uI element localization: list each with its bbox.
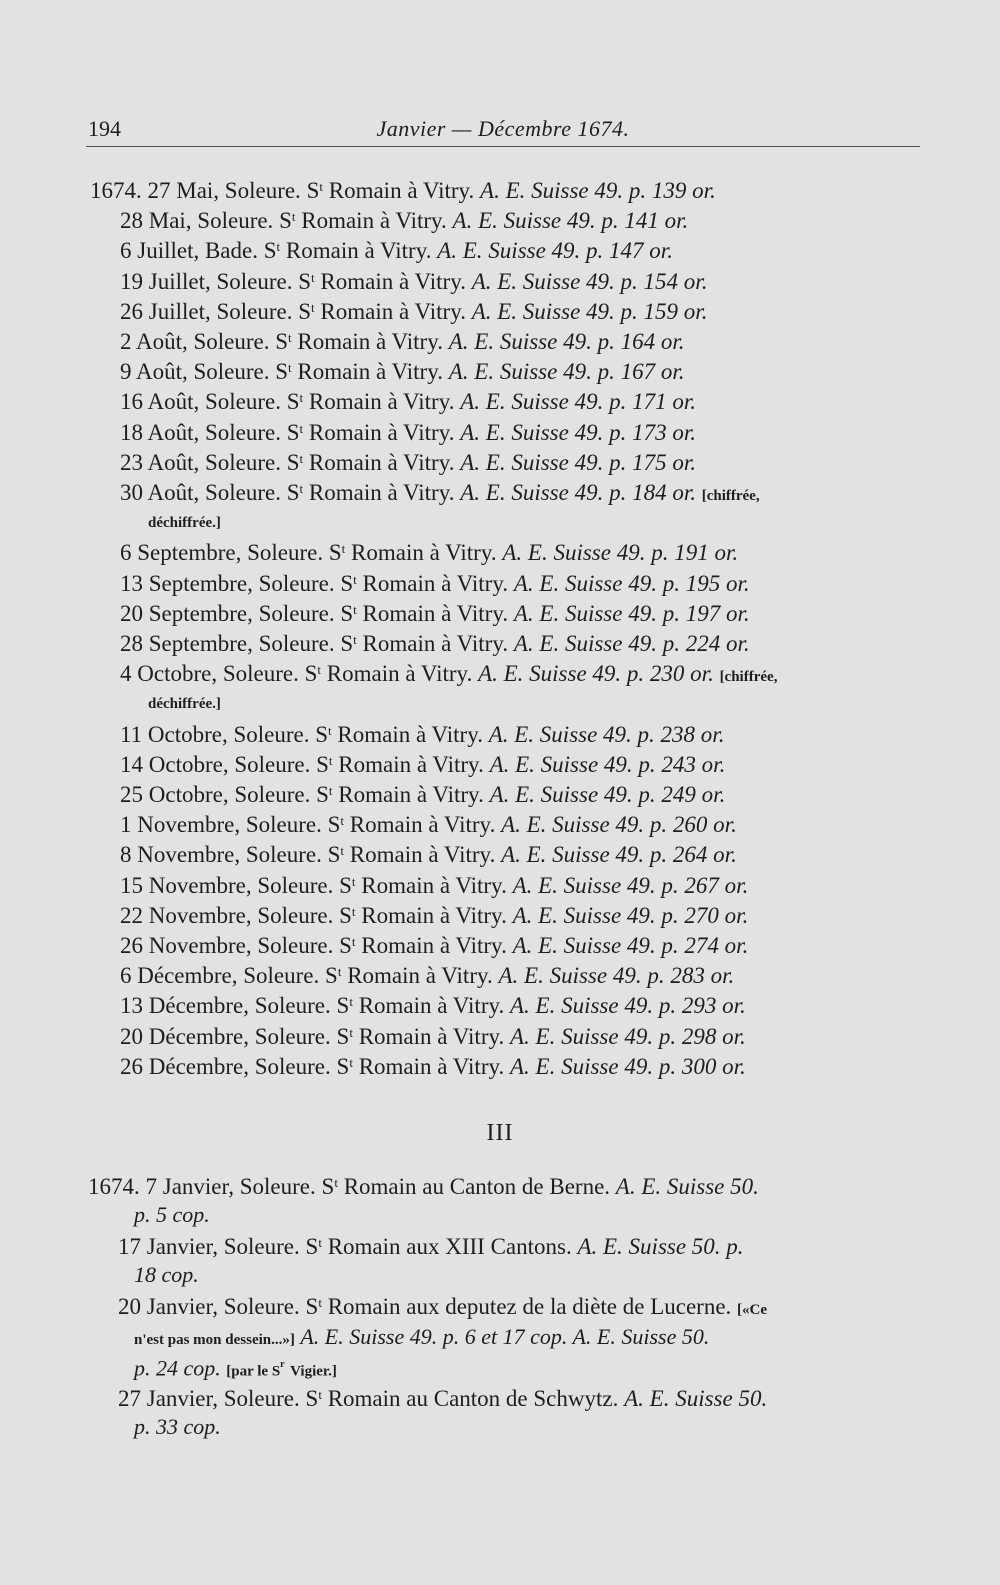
entry-sender: S <box>336 993 350 1019</box>
entry-sender-rest: Romain à Vitry. <box>308 449 455 475</box>
letter-entry <box>120 448 960 478</box>
entry-sender-rest: Romain à Vitry. <box>349 842 496 868</box>
entry-date: 13 Décembre, Soleure. <box>120 993 331 1019</box>
entry-sender-rest: Romain à Vitry. <box>358 1053 505 1079</box>
entry-sender: S <box>339 933 352 958</box>
entry-date: 18 Août, Soleure. <box>120 419 281 445</box>
entry-sender-sup: t <box>349 994 353 1010</box>
entry-reference: A. E. Suisse 49. p. 164 or. <box>448 329 685 354</box>
entry-date: 6 Décembre, Soleure. <box>120 963 320 989</box>
entry-sender-rest: Romain à Vitry. <box>347 963 493 989</box>
entry-sender-sup: t <box>349 1024 353 1040</box>
letter-entry <box>120 478 960 511</box>
entry-reference: A. E. Suisse 49. p. 270 or. <box>512 902 749 928</box>
entry-note: [chiffrée, <box>701 488 760 504</box>
entry-date: 26 Novembre, Soleure. <box>120 933 334 958</box>
entry-date: 28 Mai, Soleure. <box>120 208 274 234</box>
entry-sender-rest: Romain à Vitry. <box>320 268 466 294</box>
entry-sender-sup: t <box>288 360 292 376</box>
letter-entry <box>120 387 960 417</box>
entry-sender-rest: Romain à Vitry. <box>320 298 466 324</box>
entry-reference: A. E. Suisse 49. p. 195 or. <box>513 570 750 596</box>
entry-sender-rest: Romain à Vitry. <box>326 661 473 687</box>
entry-sender-rest: Romain à Vitry. <box>361 933 507 958</box>
entry-sender-sup: t <box>299 390 304 406</box>
entry-sender-sup: t <box>299 481 304 496</box>
letter-entry <box>120 720 960 750</box>
letter-entry <box>90 176 930 206</box>
entry-note-continuation: déchiffrée.] <box>148 696 221 713</box>
entry-sender-sup: t <box>351 903 356 919</box>
entry-date: 13 Septembre, Soleure. <box>120 570 335 596</box>
entry-sender-rest: Romain à Vitry. <box>308 389 455 415</box>
entry-reference: A. E. Suisse 49. p. 293 or. <box>509 993 746 1019</box>
section3-entry: 1674. 7 Janvier, Soleure. $S^t$ Romain au Canton de Berne. A. E. Suisse 50. <box>88 1174 759 1199</box>
entry-sender: S <box>325 963 338 989</box>
entry-sender-rest: Romain à Vitry. <box>338 782 484 807</box>
entry-reference: A. E. Suisse 49. p. 283 or. <box>498 963 735 989</box>
entry-date: 9 Août, Soleure. <box>120 359 270 385</box>
entry-sender-rest: Romain à Vitry. <box>362 600 509 626</box>
entry-reference: A. E. Suisse 49. p. 230 or. <box>478 661 714 687</box>
entry-date: 25 Octobre, Soleure. <box>120 782 311 807</box>
entry-reference: A. E. Suisse 49. p. 300 or. <box>509 1053 746 1079</box>
section3-entry: 27 Janvier, Soleure. $S^t$ Romain au Canton de Schwytz. A. E. Suisse 50. <box>118 1386 768 1411</box>
letter-entry <box>120 538 960 568</box>
entry-reference: A. E. Suisse 49. p. 264 or. <box>501 842 737 868</box>
entry-sender: S <box>340 631 354 656</box>
entry-sender: S <box>336 1053 350 1079</box>
entry-sender: S <box>298 268 312 294</box>
entry-sender: S <box>275 359 289 385</box>
letter-entry <box>120 1022 960 1052</box>
entry-sender-rest: Romain à Vitry. <box>358 1023 505 1049</box>
entry-sender: S <box>328 540 342 566</box>
running-title: Janvier — Décembre 1674. <box>376 116 630 141</box>
entry-date: 1 Novembre, Soleure. <box>120 812 322 838</box>
entry-sender-rest: Romain à Vitry. <box>308 419 455 445</box>
entry-sender: S <box>263 238 277 264</box>
entry-date: 23 Août, Soleure. <box>120 449 281 475</box>
entry-date: 15 Novembre, Soleure. <box>120 872 334 898</box>
letter-entry <box>120 297 960 327</box>
letter-entry <box>120 1052 960 1082</box>
entry-reference: A. E. Suisse 49. p. 184 or. <box>460 480 696 505</box>
page-header <box>86 112 920 147</box>
entry-sender-rest: Romain à Vitry. <box>337 721 483 747</box>
letter-entry <box>120 961 960 991</box>
entry-note: [chiffrée, <box>719 669 778 686</box>
entry-reference: A. E. Suisse 49. p. 147 or. <box>437 238 673 264</box>
entry-sender-rest: Romain à Vitry. <box>362 570 509 596</box>
entry-sender-sup: t <box>276 239 281 255</box>
section3-entry-cont: p. 24 cop. [par le $S^r$ Vigier.] <box>134 1355 337 1381</box>
entry-date: 6 Septembre, Soleure. <box>120 540 324 566</box>
entry-sender-sup: t <box>328 752 333 768</box>
entry-reference: A. E. Suisse 49. p. 167 or. <box>448 359 685 385</box>
letter-entry <box>120 871 960 901</box>
entry-sender: S <box>286 419 300 445</box>
entry-sender-sup: t <box>353 571 357 587</box>
section3-entry: 20 Janvier, Soleure. $S^t$ Romain aux deputez de la diète de Lucerne. [«Ce <box>118 1294 768 1319</box>
entry-sender-sup: t <box>311 299 315 315</box>
letter-entry <box>120 418 960 448</box>
entry-sender: S <box>327 842 341 868</box>
letter-entry <box>120 236 960 266</box>
entry-sender: S <box>316 751 329 777</box>
entry-reference: A. E. Suisse 49. p. 260 or. <box>501 812 737 838</box>
entry-reference: A. E. Suisse 49. p. 197 or. <box>513 600 750 626</box>
entry-date: 16 Août, Soleure. <box>120 389 281 415</box>
entry-reference: A. E. Suisse 49. p. 159 or. <box>471 298 708 324</box>
entry-date: 20 Décembre, Soleure. <box>120 1023 331 1049</box>
entry-sender-rest: Romain à Vitry. <box>349 812 496 838</box>
entry-date: 19 Juillet, Soleure. <box>120 268 293 294</box>
entry-sender: S <box>306 178 320 203</box>
entry-reference: A. E. Suisse 49. p. 139 or. <box>480 178 716 203</box>
entry-sender: S <box>316 782 329 807</box>
entry-sender: S <box>286 389 300 415</box>
section-numeral: III <box>486 1120 514 1146</box>
entry-sender-rest: Romain à Vitry. <box>351 540 497 566</box>
section3-entry-cont: p. 33 cop. <box>134 1414 221 1439</box>
entry-reference: A. E. Suisse 49. p. 154 or. <box>471 268 708 294</box>
letter-entry <box>120 629 960 659</box>
entry-sender-sup: t <box>328 783 333 798</box>
entry-note-continuation: déchiffrée.] <box>148 515 221 532</box>
entry-date: 2 Août, Soleure. <box>120 329 270 354</box>
letter-entry <box>120 780 960 810</box>
letter-entry <box>120 991 960 1021</box>
letter-entry <box>120 206 960 236</box>
entry-reference: A. E. Suisse 49. p. 238 or. <box>488 721 725 747</box>
entry-sender-rest: Romain à Vitry. <box>297 329 443 354</box>
entry-sender: S <box>279 208 292 234</box>
entry-sender-sup: t <box>317 662 322 678</box>
entry-sender: S <box>298 298 312 324</box>
entry-sender: S <box>340 570 354 596</box>
entry-sender-sup: t <box>319 179 323 194</box>
entry-sender-sup: t <box>299 420 304 436</box>
entry-date: 22 Novembre, Soleure. <box>120 902 334 928</box>
letter-entry <box>120 750 960 780</box>
entry-sender: S <box>336 1023 350 1049</box>
entry-reference: A. E. Suisse 49. p. 243 or. <box>489 751 726 777</box>
entry-sender: S <box>304 661 318 687</box>
letter-entry <box>120 901 960 931</box>
letter-entry <box>120 931 960 961</box>
entry-sender-sup: t <box>351 934 356 949</box>
letter-entry <box>120 840 960 870</box>
entry-sender: S <box>339 902 352 928</box>
entry-sender-sup: t <box>353 632 357 647</box>
entry-date: 20 Septembre, Soleure. <box>120 600 335 626</box>
entry-sender: S <box>286 449 300 475</box>
page-number: 194 <box>88 116 121 141</box>
entry-reference: A. E. Suisse 49. p. 171 or. <box>460 389 696 415</box>
entry-sender: S <box>340 600 354 626</box>
entry-sender-sup: t <box>340 813 345 829</box>
letter-entry <box>120 659 960 692</box>
entry-date: 4 Octobre, Soleure. <box>120 661 299 687</box>
entry-sender: S <box>315 721 329 747</box>
section3-entry-cont: n'est pas mon dessein...»] A. E. Suisse 49. p. 6 et 17 cop. A. E. Suisse 50. <box>134 1324 710 1349</box>
entry-date: 6 Juillet, Bade. <box>120 238 258 264</box>
entry-sender-sup: t <box>341 541 346 557</box>
entry-date: 30 Août, Soleure. <box>120 480 281 505</box>
entry-sender-sup: t <box>311 269 315 285</box>
entry-reference: A. E. Suisse 49. p. 249 or. <box>489 782 726 807</box>
entry-sender-sup: t <box>288 330 292 345</box>
entry-reference: A. E. Suisse 49. p. 141 or. <box>452 208 689 234</box>
entry-date: 11 Octobre, Soleure. <box>120 721 310 747</box>
section3-entry-cont: p. 5 cop. <box>134 1202 210 1227</box>
entry-sender-rest: Romain à Vitry. <box>301 208 447 234</box>
entry-reference: A. E. Suisse 49. p. 173 or. <box>460 419 696 445</box>
entry-date: 26 Décembre, Soleure. <box>120 1053 331 1079</box>
entry-sender-sup: t <box>337 964 342 980</box>
entry-sender-rest: Romain à Vitry. <box>361 872 507 898</box>
entry-sender-sup: t <box>291 209 296 225</box>
letter-entry <box>120 327 960 357</box>
entry-reference: A. E. Suisse 49. p. 267 or. <box>512 872 749 898</box>
entry-reference: A. E. Suisse 49. p. 274 or. <box>512 933 749 958</box>
entry-reference: A. E. Suisse 49. p. 224 or. <box>513 631 750 656</box>
entry-date: 28 Septembre, Soleure. <box>120 631 335 656</box>
letter-entry <box>120 267 960 297</box>
entry-year: 1674. <box>90 178 142 203</box>
entry-sender-sup: t <box>328 722 332 738</box>
letter-entry <box>120 357 960 387</box>
entry-date: 14 Octobre, Soleure. <box>120 751 311 777</box>
section3-entry: 17 Janvier, Soleure. $S^t$ Romain aux XIII Cantons. A. E. Suisse 50. p. <box>118 1234 744 1259</box>
entry-sender: S <box>339 872 352 898</box>
entry-sender: S <box>327 812 341 838</box>
letter-entry <box>120 569 960 599</box>
entry-sender-rest: Romain à Vitry. <box>338 751 484 777</box>
entry-sender-rest: Romain à Vitry. <box>285 238 432 264</box>
entry-sender: S <box>286 480 300 505</box>
entry-reference: A. E. Suisse 49. p. 191 or. <box>502 540 739 566</box>
entry-sender-sup: t <box>299 450 304 466</box>
section3-entry-cont: 18 cop. <box>134 1262 199 1287</box>
entry-sender-rest: Romain à Vitry. <box>361 902 507 928</box>
entry-sender-rest: Romain à Vitry. <box>308 480 455 505</box>
letter-entry <box>120 599 960 629</box>
entry-reference: A. E. Suisse 49. p. 175 or. <box>460 449 696 475</box>
entry-date: 8 Novembre, Soleure. <box>120 842 322 868</box>
entry-sender-rest: Romain à Vitry. <box>328 178 475 203</box>
entry-sender: S <box>275 329 289 354</box>
entry-reference: A. E. Suisse 49. p. 298 or. <box>509 1023 746 1049</box>
entry-sender-sup: t <box>349 1054 353 1070</box>
entry-sender-rest: Romain à Vitry. <box>362 631 509 656</box>
entry-sender-rest: Romain à Vitry. <box>297 359 443 385</box>
entry-date: 27 Mai, Soleure. <box>147 178 301 203</box>
entry-sender-sup: t <box>340 843 345 859</box>
entry-sender-sup: t <box>353 601 357 617</box>
letter-entry <box>120 810 960 840</box>
entry-sender-rest: Romain à Vitry. <box>358 993 505 1019</box>
entry-sender-sup: t <box>351 873 356 889</box>
entry-date: 26 Juillet, Soleure. <box>120 298 293 324</box>
